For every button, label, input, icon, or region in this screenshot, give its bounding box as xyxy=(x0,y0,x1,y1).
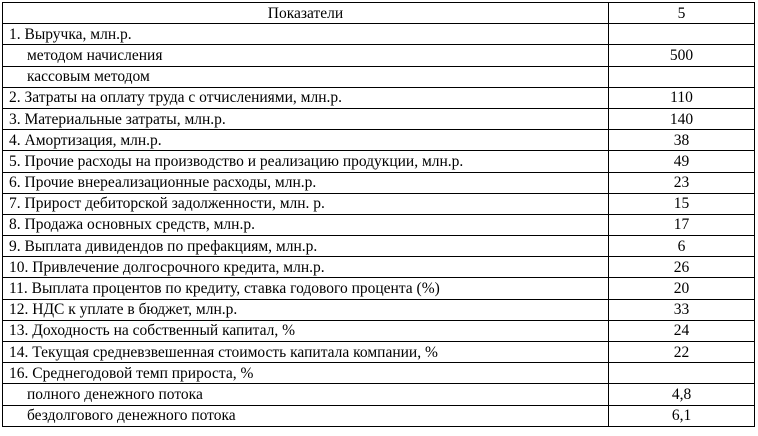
table-row xyxy=(3,24,755,45)
table-row xyxy=(3,320,755,341)
table-row xyxy=(3,193,755,214)
row-label: 14. Текущая средневзвешенная стоимость капитала компании, % xyxy=(3,342,609,363)
row-value: 500 xyxy=(609,45,755,66)
table-row xyxy=(3,257,755,278)
row-value xyxy=(609,24,755,45)
table-row xyxy=(3,45,755,66)
table-row xyxy=(3,405,755,426)
table-row xyxy=(3,384,755,405)
header-value: 5 xyxy=(609,3,755,24)
row-label: 1. Выручка, млн.р. xyxy=(3,24,609,45)
row-label: методом начисления xyxy=(3,45,609,66)
row-value: 110 xyxy=(609,87,755,108)
table-row xyxy=(3,108,755,129)
row-label: бездолгового денежного потока xyxy=(3,405,609,426)
row-value: 15 xyxy=(609,193,755,214)
row-value: 33 xyxy=(609,299,755,320)
row-label: 6. Прочие внереализационные расходы, млн.р. xyxy=(3,172,609,193)
row-value: 6,1 xyxy=(609,405,755,426)
table-row xyxy=(3,87,755,108)
row-value: 6 xyxy=(609,236,755,257)
header-indicators: Показатели xyxy=(3,3,609,24)
row-value: 140 xyxy=(609,108,755,129)
row-label: 4. Амортизация, млн.р. xyxy=(3,130,609,151)
row-label: 3. Материальные затраты, млн.р. xyxy=(3,108,609,129)
row-value: 49 xyxy=(609,151,755,172)
row-label: 16. Среднегодовой темп прироста, % xyxy=(3,363,609,384)
table-row xyxy=(3,66,755,87)
row-label: 2. Затраты на оплату труда с отчислениями, млн.р. xyxy=(3,87,609,108)
table-row xyxy=(3,172,755,193)
row-value xyxy=(609,66,755,87)
row-value: 23 xyxy=(609,172,755,193)
row-label: 13. Доходность на собственный капитал, % xyxy=(3,320,609,341)
row-value: 22 xyxy=(609,342,755,363)
table-row xyxy=(3,151,755,172)
row-label: кассовым методом xyxy=(3,66,609,87)
table-row xyxy=(3,299,755,320)
table-row xyxy=(3,236,755,257)
row-value: 26 xyxy=(609,257,755,278)
row-label: 9. Выплата дивидендов по префакциям, млн.р. xyxy=(3,236,609,257)
indicators-table xyxy=(2,2,755,427)
table-row xyxy=(3,363,755,384)
row-value: 17 xyxy=(609,214,755,235)
row-label: 11. Выплата процентов по кредиту, ставка годового процента (%) xyxy=(3,278,609,299)
row-label: 5. Прочие расходы на производство и реализацию продукции, млн.р. xyxy=(3,151,609,172)
table-row xyxy=(3,214,755,235)
row-label: 8. Продажа основных средств, млн.р. xyxy=(3,214,609,235)
row-value xyxy=(609,363,755,384)
row-label: 10. Привлечение долгосрочного кредита, млн.р. xyxy=(3,257,609,278)
row-value: 20 xyxy=(609,278,755,299)
row-label: 12. НДС к уплате в бюджет, млн.р. xyxy=(3,299,609,320)
row-value: 4,8 xyxy=(609,384,755,405)
row-label: полного денежного потока xyxy=(3,384,609,405)
table-header-row xyxy=(3,3,755,24)
row-value: 24 xyxy=(609,320,755,341)
row-value: 38 xyxy=(609,130,755,151)
row-label: 7. Прирост дебиторской задолженности, млн. р. xyxy=(3,193,609,214)
table-row xyxy=(3,342,755,363)
table-row xyxy=(3,130,755,151)
table-row xyxy=(3,278,755,299)
